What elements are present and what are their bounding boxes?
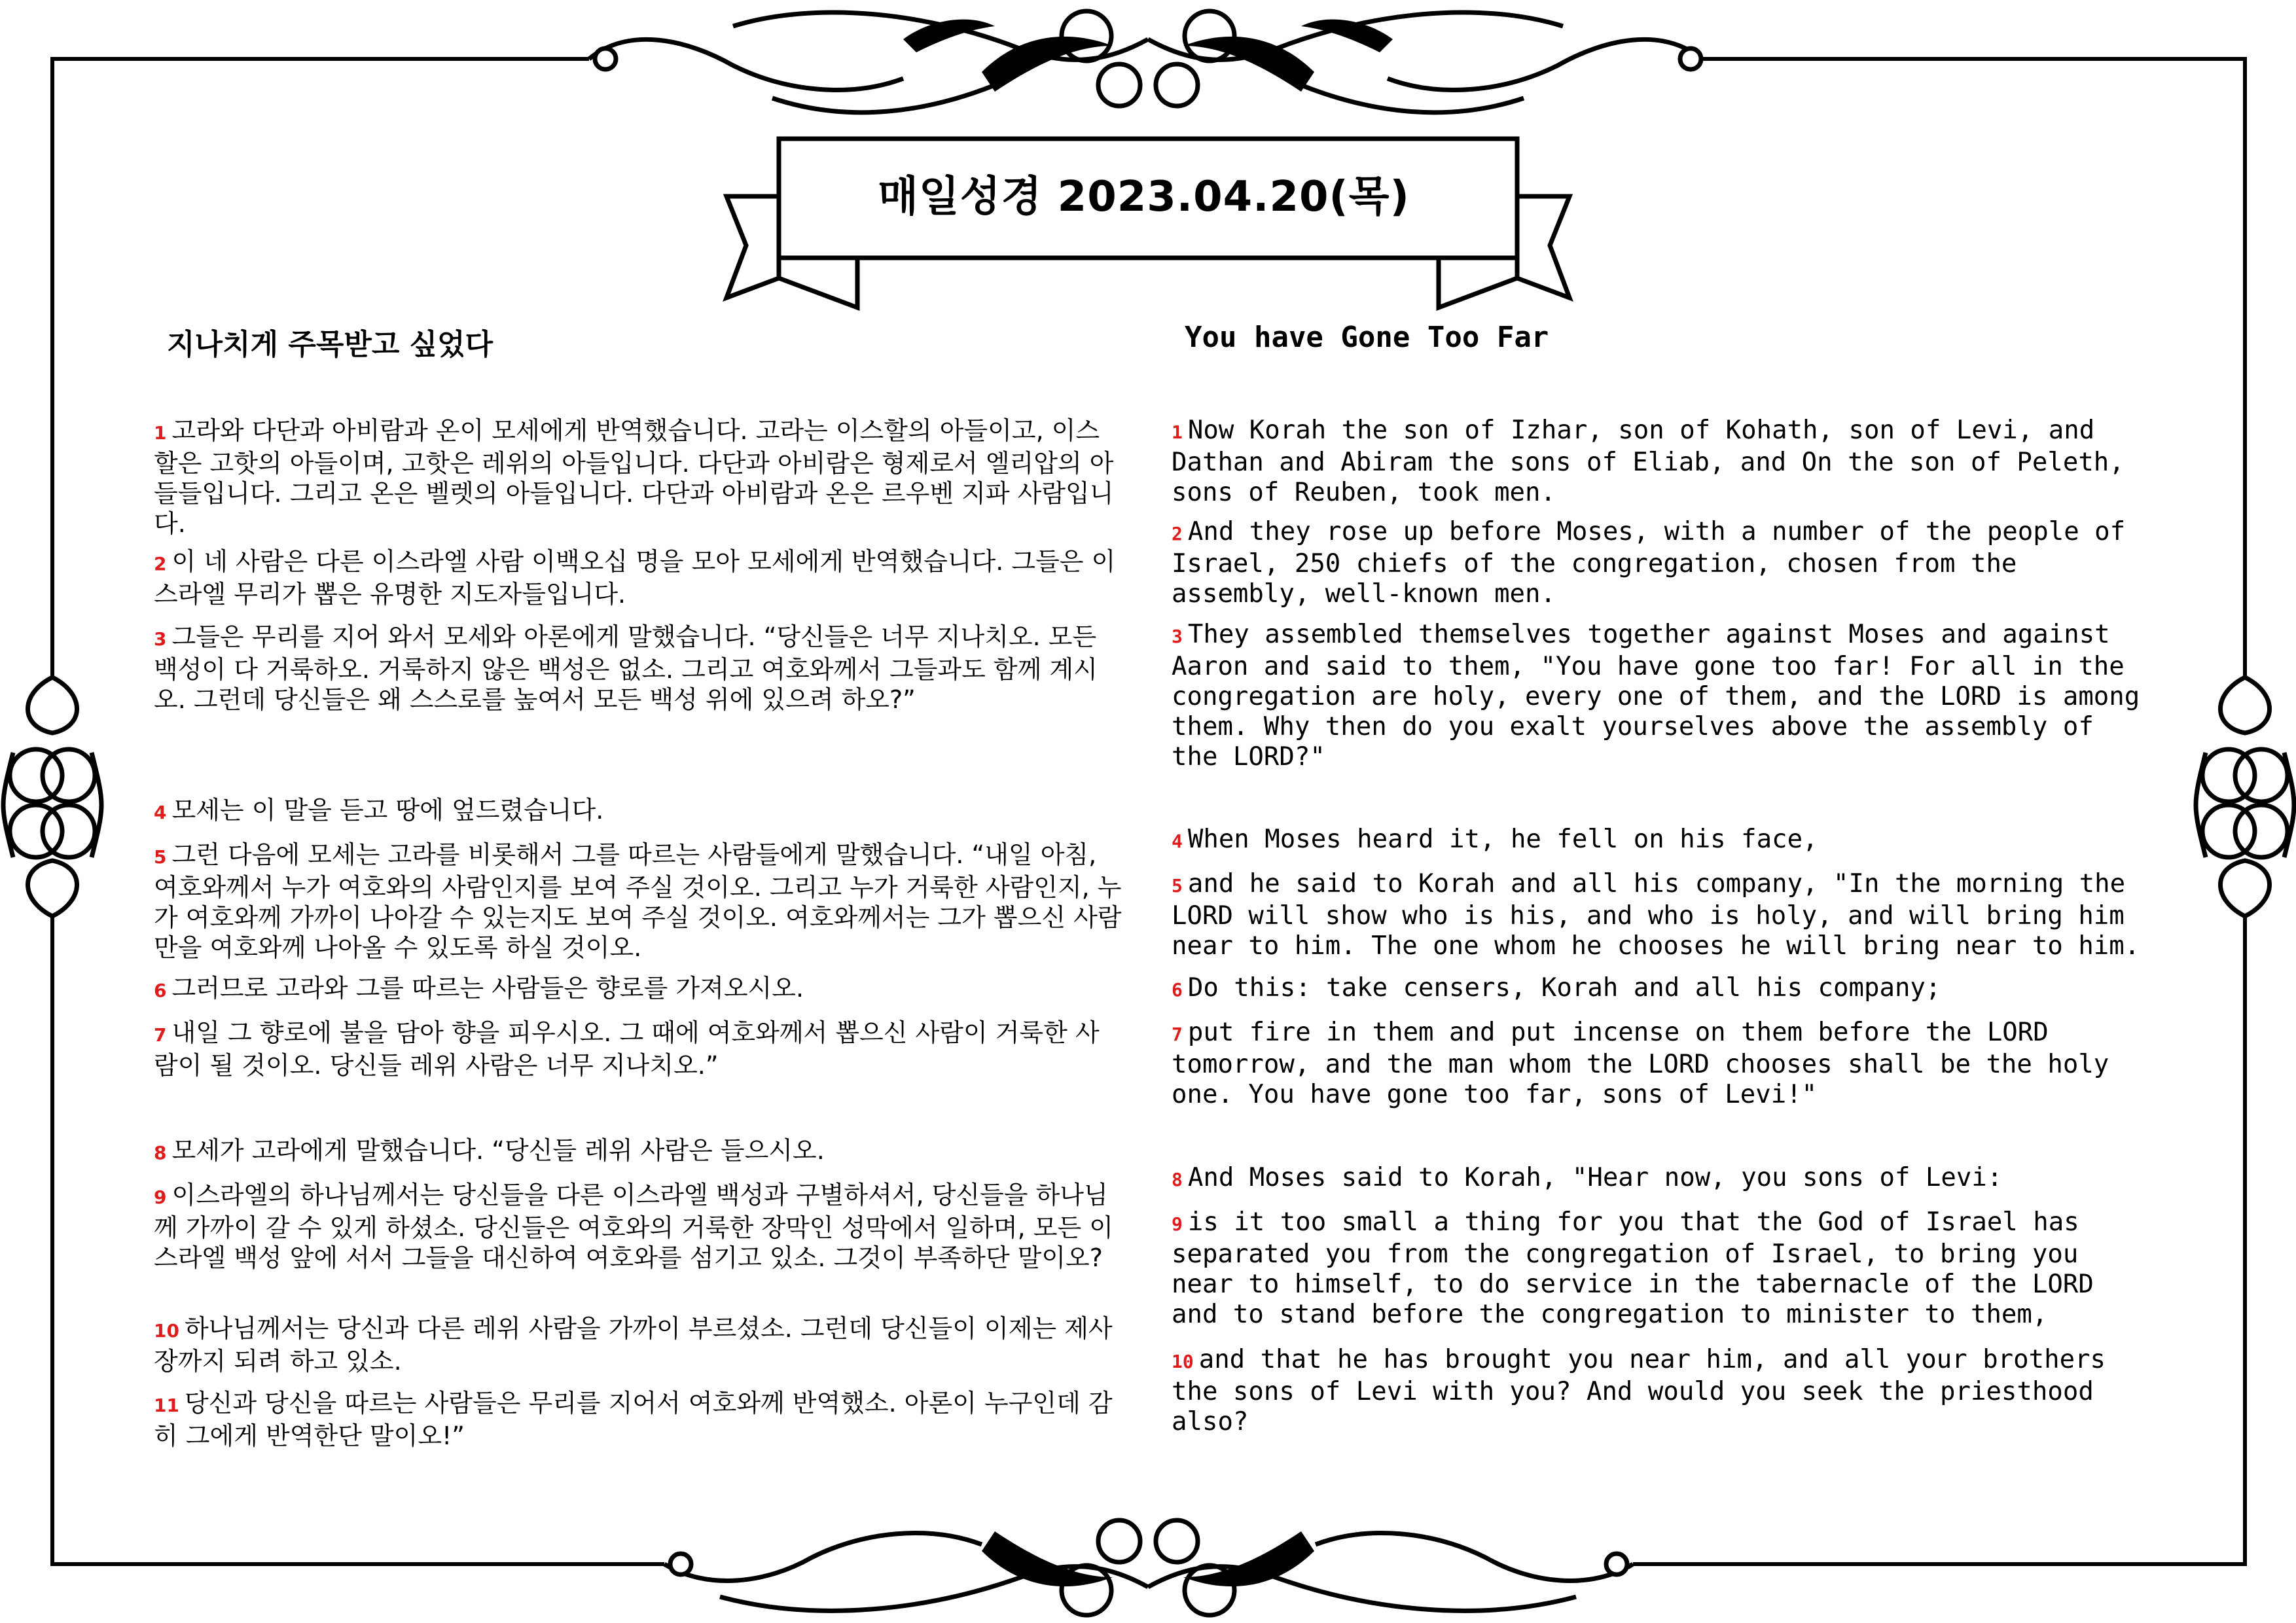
verse-en-2: 2 And they rose up before Moses, with a number of the people of Israel, 250 chiefs of the congregation, chosen from the assembly, well-known men. [1172, 517, 2126, 609]
verse-ko-8: 8 모세가 고라에게 말했습니다. “당신들 레위 사람은 들으시오. [154, 1136, 825, 1165]
verse-en-6: 6 Do this: take censers, Korah and all his company; [1172, 973, 1941, 1003]
verse-ko-4: 4 모세는 이 말을 듣고 땅에 엎드렸습니다. [154, 796, 604, 825]
title-banner [779, 139, 1509, 263]
verse-ko-3: 3 그들은 무리를 지어 와서 모세와 아론에게 말했습니다. “당신들은 너무 지나치오. 모든 백성이 다 거룩하오. 거룩하지 않은 백성은 없소. 그리고 여호와께서 그들과도 함께 계시오. 그런데 당신들은 왜 스스로를 높여서 모든 백성 위에 있으려 하오?” [154, 622, 1098, 714]
verse-en-10: 10 and that he has brought you near him, and all your brothers the sons of Levi with you? And would you seek the priesthood also? [1172, 1345, 2106, 1436]
top-flourish-ornament [589, 11, 1702, 113]
bottom-flourish-ornament [664, 1520, 1633, 1615]
english-heading: You have Gone Too Far [1185, 321, 1549, 354]
verse-ko-5: 5 그런 다음에 모세는 고라를 비롯해서 그를 따르는 사람들에게 말했습니다. “내일 아침, 여호와께서 누가 여호와의 사람인지를 보여 주실 것이오. 그리고 누가 거룩한 사람인지, 누가 여호와께 가까이 나아갈 수 있는지도 보여 주실 것이오. 여호와께서는 그가 뽑으신 사람만을 여호와께 나아올 수 있도록 하실 것이오. [154, 840, 1122, 962]
left-side-ornament [3, 677, 101, 916]
verse-en-5: 5 and he said to Korah and all his company, "In the morning the LORD will show who is his, and who is holy, and will bring him near to him. The one whom he chooses he will bring near to him. [1172, 869, 2140, 961]
verse-ko-9: 9 이스라엘의 하나님께서는 당신들을 다른 이스라엘 백성과 구별하셔서, 당신들을 하나님께 가까이 갈 수 있게 하셨소. 당신들은 여호와의 거룩한 장막인 성막에서 일하며, 모든 이스라엘 백성 앞에 서서 그들을 대신하여 여호와를 섬기고 있소. 그것이 부족하단 말이오? [154, 1181, 1113, 1272]
verse-ko-11: 11 당신과 당신을 따르는 사람들은 무리를 지어서 여호와께 반역했소. 아론이 누구인데 감히 그에게 반역한단 말이오!” [154, 1389, 1113, 1450]
korean-heading: 지나치게 주목받고 싶었다 [167, 328, 493, 361]
verse-en-4: 4 When Moses heard it, he fell on his face, [1172, 825, 1818, 854]
verse-en-9: 9 is it too small a thing for you that the God of Israel has separated you from the congregation of Israel, to bring you near to himself, to do service in the tabernacle of the LORD and to stand before the congregation to minister to them, [1172, 1207, 2094, 1329]
verse-en-8: 8 And Moses said to Korah, "Hear now, you sons of Levi: [1172, 1163, 2003, 1192]
verse-ko-7: 7 내일 그 향로에 불을 담아 향을 피우시오. 그 때에 여호와께서 뽑으신 사람이 거룩한 사람이 될 것이오. 당신들 레위 사람은 너무 지나치오.” [154, 1018, 1100, 1080]
verse-en-1: 1 Now Korah the son of Izhar, son of Kohath, son of Levi, and Dathan and Abiram the sons of Eliab, and On the son of Peleth, sons of Reuben, took men. [1172, 416, 2125, 507]
right-side-ornament [2196, 677, 2294, 916]
verse-ko-10: 10 하나님께서는 당신과 다른 레위 사람을 가까이 부르셨소. 그런데 당신들이 이제는 제사장까지 되려 하고 있소. [154, 1314, 1113, 1376]
verse-en-3: 3 They assembled themselves together against Moses and against Aaron and said to them, "You have gone too far! For all in the congregation are holy, every one of them, and the LORD is among them. Why then do you exalt yourselves above the assembly of the LORD?" [1172, 620, 2140, 772]
verse-ko-6: 6 그러므로 고라와 그를 따르는 사람들은 향로를 가져오시오. [154, 974, 804, 1003]
verse-en-7: 7 put fire in them and put incense on them before the LORD tomorrow, and the man whom the LORD chooses shall be the holy one. You have gone too far, sons of Levi!" [1172, 1018, 2109, 1109]
verse-ko-1: 1 고라와 다단과 아비람과 온이 모세에게 반역했습니다. 고라는 이스할의 아들이고, 이스할은 고핫의 아들이며, 고핫은 레위의 아들입니다. 다단과 아비람은 형제로서 엘리압의 아들들입니다. 그리고 온은 벨렛의 아들입니다. 다단과 아비람과 온은 르우벤 지파 사람입니다. [154, 416, 1114, 538]
verse-ko-2: 2 이 네 사람은 다른 이스라엘 사람 이백오십 명을 모아 모세에게 반역했습니다. 그들은 이스라엘 무리가 뽑은 유명한 지도자들입니다. [154, 547, 1116, 609]
page-title: 매일성경 2023.04.20(목) [878, 173, 1410, 221]
